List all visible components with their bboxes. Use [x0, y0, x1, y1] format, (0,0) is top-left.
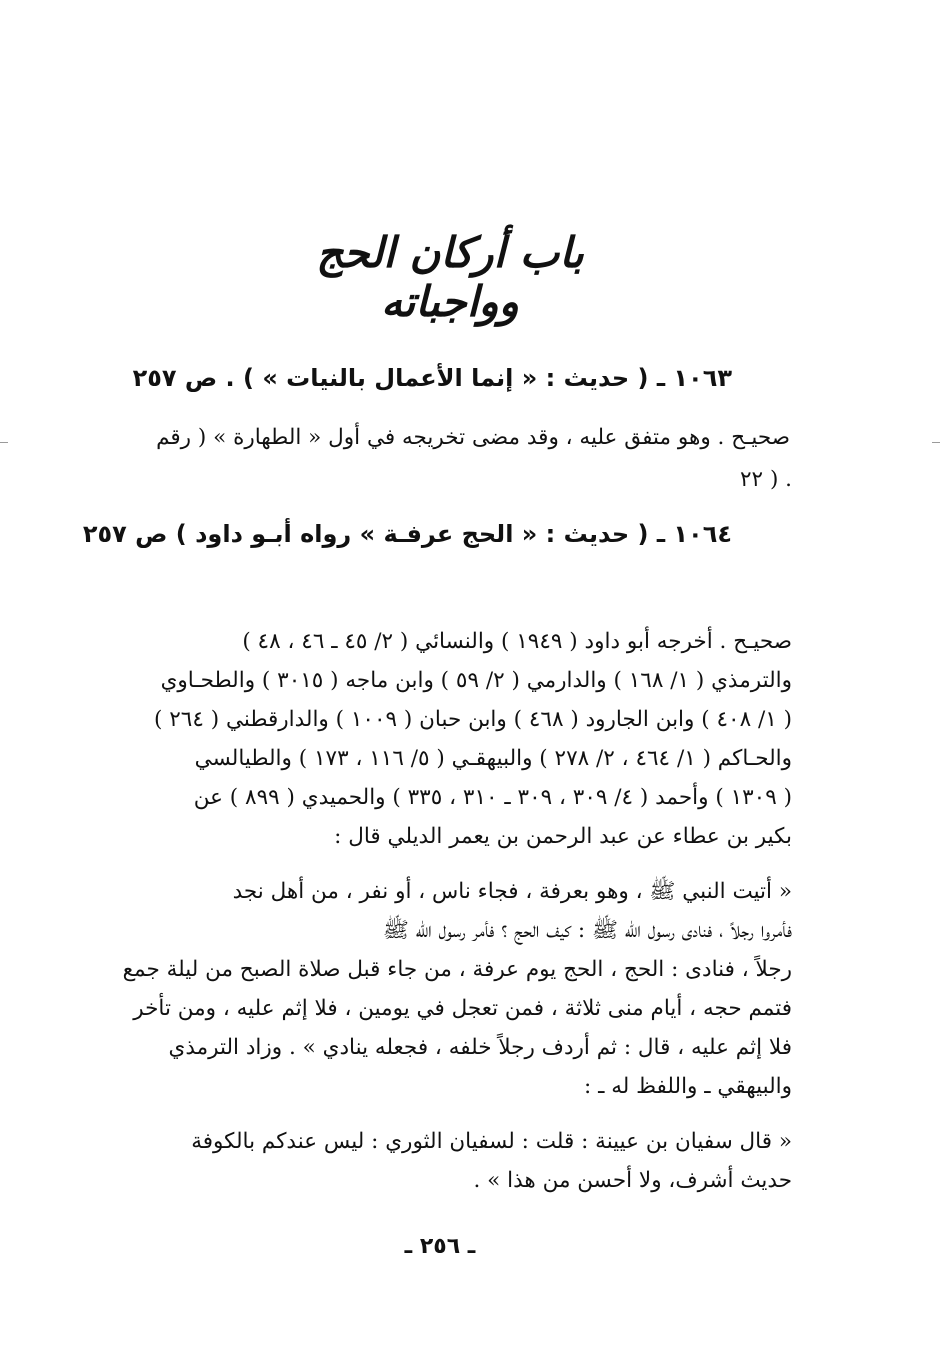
hadith-text-line: « قال سفيان بن عيينة : قلت : لسفيان الثوري : ليس عندكم بالكوفة	[191, 1129, 792, 1154]
hadith-text-line: فأمروا رجلاً ، فنادى رسول الله ﷺ : كيف الحج ؟ فأمر رسول الله ﷺ	[382, 918, 792, 943]
takhrij-line: والحـاكم ( ١/ ٤٦٤ ، ٢/ ٢٧٨ ) والبيهقـي ( ٥/ ١١٦ ، ١٧٣ ) والطيالسي	[194, 746, 792, 771]
takhrij-line: بكير بن عطاء عن عبد الرحمن بن يعمر الديلي قال :	[334, 824, 792, 849]
takhrij-line: صحيـح . وهو متفق عليه ، وقد مضى تخريجه في أول « الطهارة » ( رقم	[156, 425, 790, 450]
page-number: ـ ٢٥٦ ـ	[404, 1234, 476, 1259]
takhrij-line: ٢٢ ) .	[740, 467, 792, 492]
takhrij-line: ( ١٣٠٩ ) وأحمد ( ٤/ ٣٠٩ ، ٣٠٩ ـ ٣١٠ ، ٣٣٥ ) والحميدي ( ٨٩٩ ) عن	[193, 785, 792, 810]
takhrij-line: ( ١/ ٤٠٨ ) وابن الجارود ( ٤٦٨ ) وابن حبان ( ١٠٠٩ ) والدارقطني ( ٢٦٤ )	[154, 707, 792, 732]
chapter-title: باب أركان الحج وواجباته	[316, 228, 584, 326]
hadith-text-line: فتمم حجه ، أيام منى ثلاثة ، فمن تعجل في يومين ، فلا إثم عليه ، ومن تأخر	[133, 996, 792, 1021]
page-edge-mark	[932, 442, 940, 443]
hadith-text-line: حديث أشرف، ولا أحسن من هذا » .	[473, 1168, 792, 1193]
hadith-heading-1063: ١٠٦٣ ـ ( حديث : « إنما الأعمال بالنيات » ) . ص ٢٥٧	[132, 364, 732, 392]
hadith-heading-1064: ١٠٦٤ ـ ( حديث : « الحج عرفـة » رواه أبـو داود ) ص ٢٥٧	[82, 520, 732, 548]
page-edge-mark	[0, 442, 8, 443]
hadith-text-line: رجلاً ، فنادى : الحج ، الحج يوم عرفة ، من جاء قبل صلاة الصبح من ليلة جمع	[122, 957, 792, 982]
takhrij-line: والترمذي ( ١/ ١٦٨ ) والدارمي ( ٢/ ٥٩ ) وابن ماجه ( ٣٠١٥ ) والطحـاوي	[160, 668, 792, 693]
takhrij-line: صحيـح . أخرجه أبو داود ( ١٩٤٩ ) والنسائي ( ٢/ ٤٥ ـ ٤٦ ، ٤٨ )	[242, 629, 792, 654]
hadith-text-line: فلا إثم عليه ، قال : ثم أردف رجلاً خلفه ، فجعله ينادي » . وزاد الترمذي	[168, 1035, 792, 1060]
hadith-text-line: « أتيت النبي ﷺ ، وهو بعرفة ، فجاء ناس ، أو نفر ، من أهل نجد	[232, 879, 792, 904]
hadith-text-line: والبيهقي ـ واللفظ له ـ :	[584, 1074, 792, 1099]
